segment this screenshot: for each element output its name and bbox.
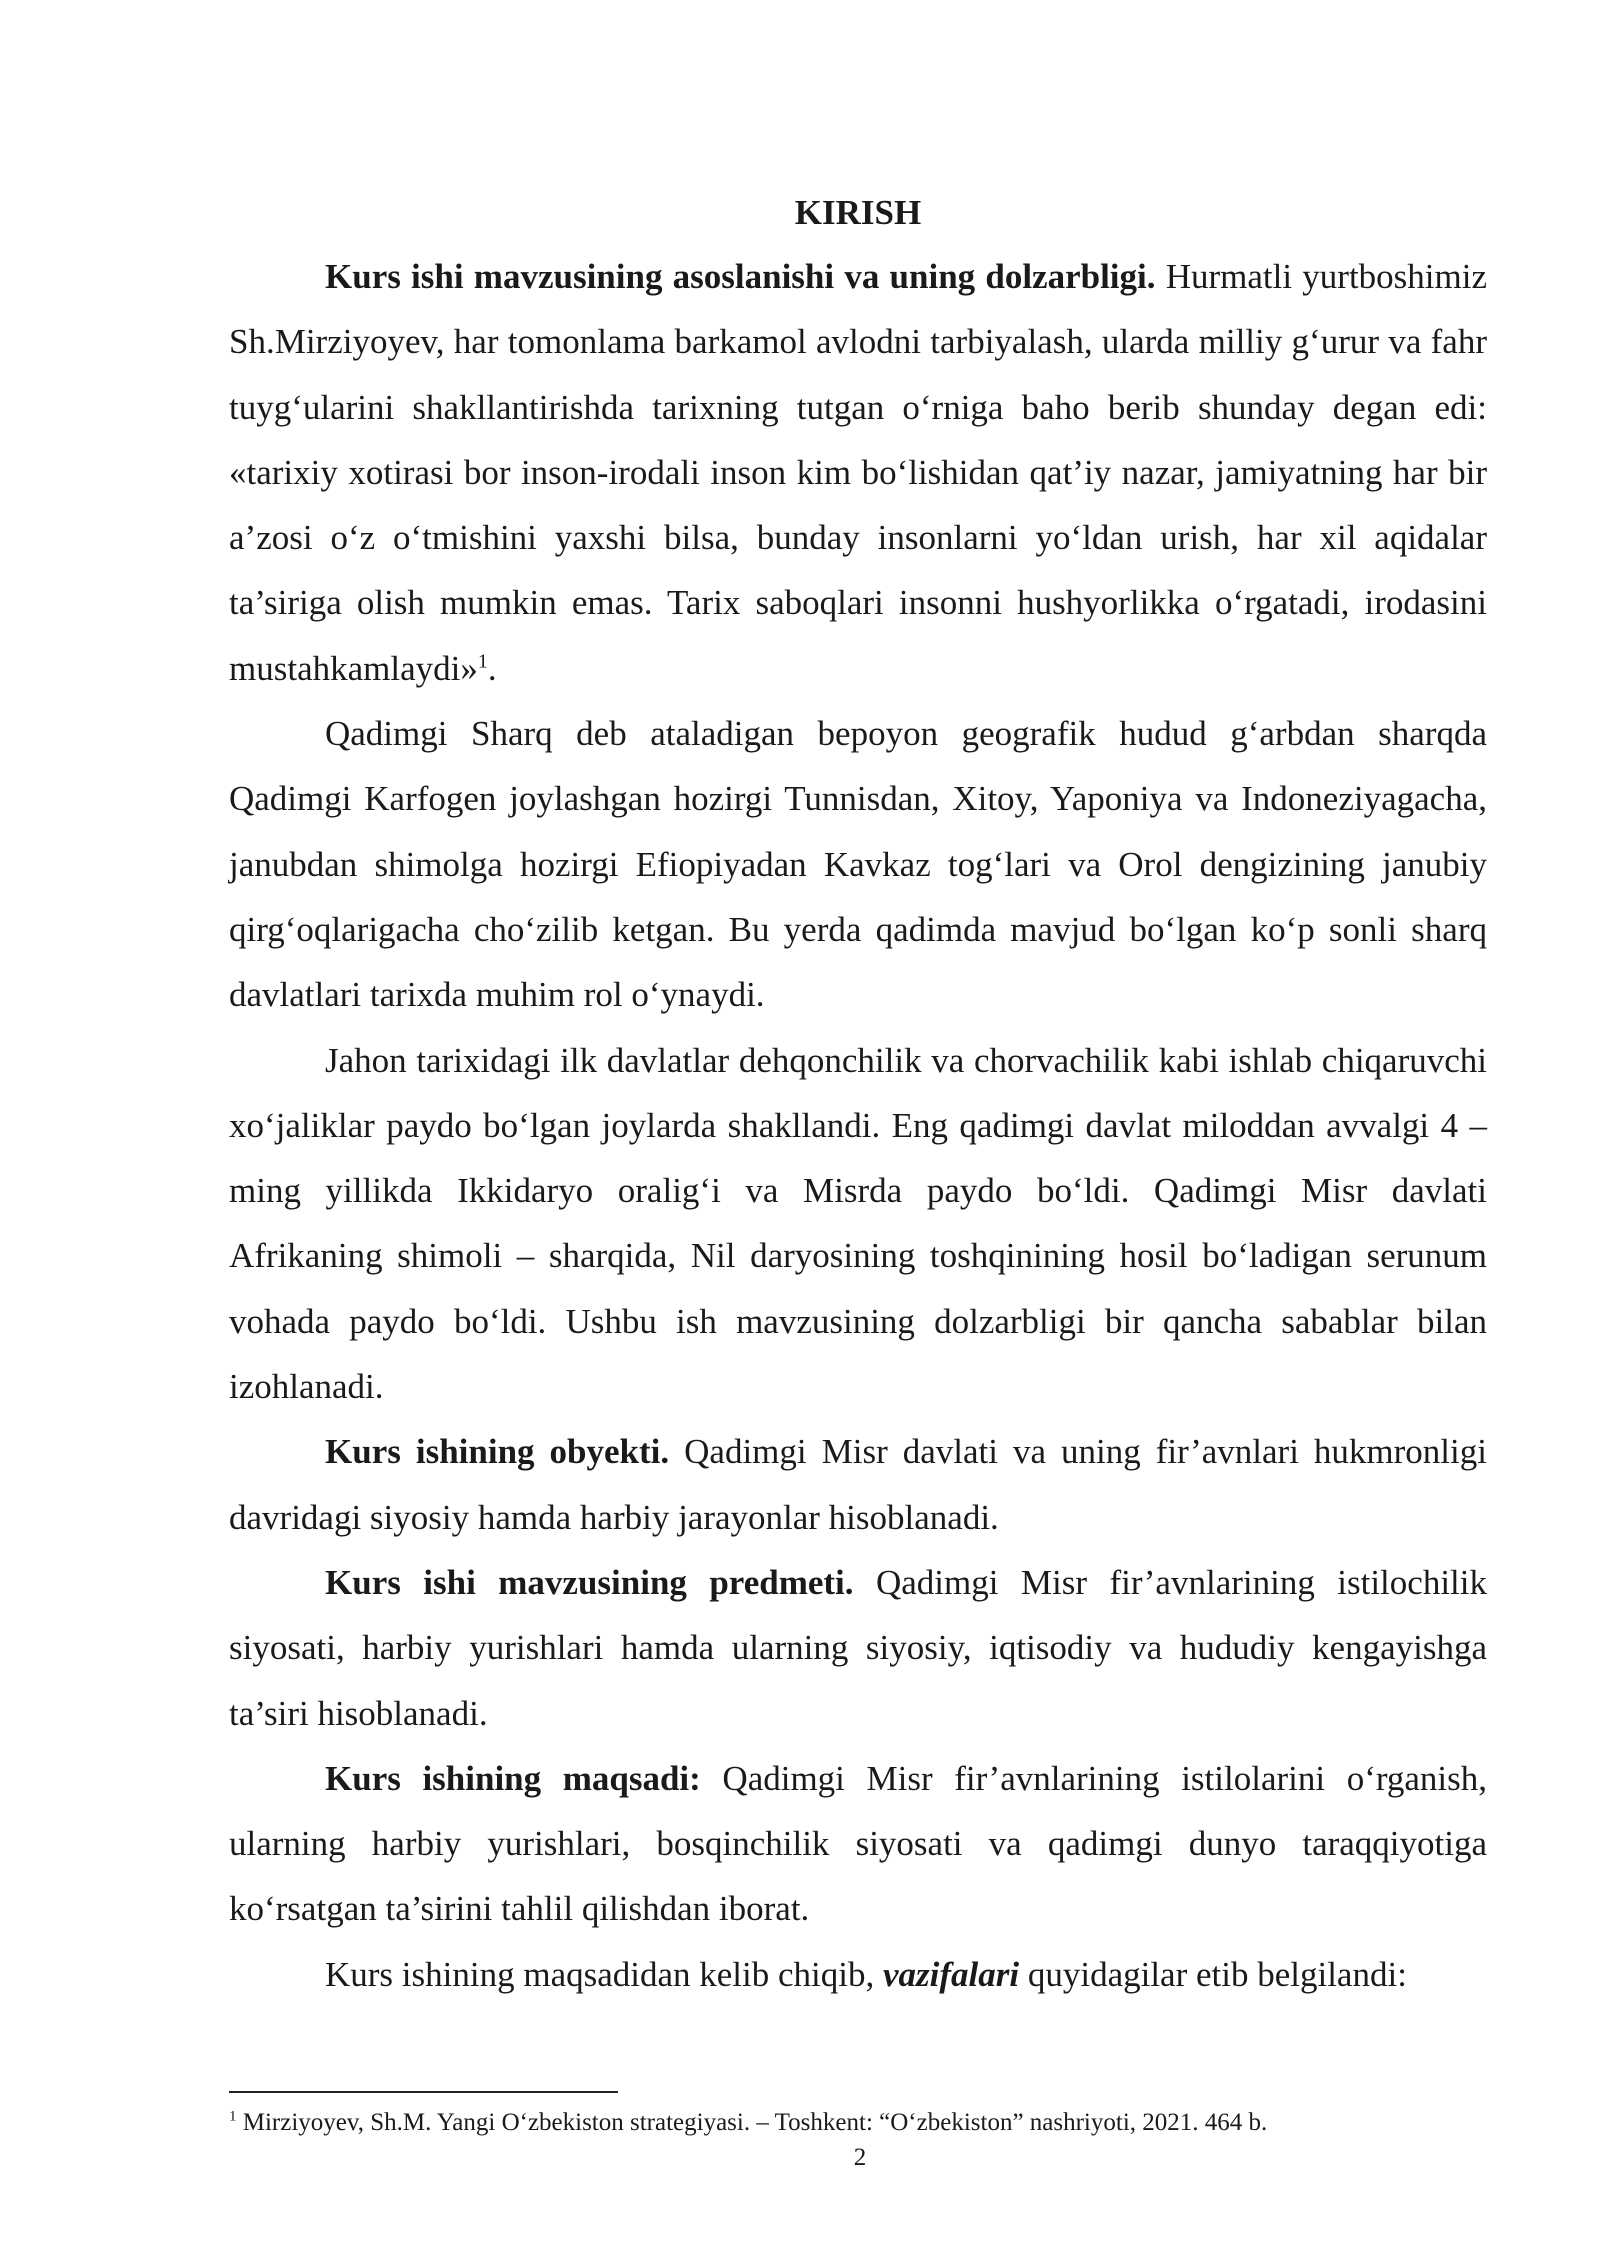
paragraph-emphasis: vazifalari xyxy=(882,1954,1020,1994)
paragraph-lead: Kurs ishining obyekti. xyxy=(325,1432,670,1472)
paragraph-subject xyxy=(229,1550,1487,1746)
paragraph-tasks xyxy=(229,1942,1487,2007)
paragraph-tail: . xyxy=(487,648,497,688)
footnote-marker: 1 xyxy=(229,2108,237,2125)
paragraph-text: Qadimgi Misr fir’avnlarining istilochilik siyosati, harbiy yurishlari hamda ularning siyosiy, iqtisodiy va hududiy kengayishga ta’siri hisoblanadi. xyxy=(229,1562,1487,1733)
footnote-divider xyxy=(229,2091,618,2093)
paragraph-goal xyxy=(229,1746,1487,1942)
paragraph-text: Hurmatli yurtboshimiz Sh.Mirziyoyev, har tomonlama barkamol avlodni tarbiyalash, ularda milliy g‘urur va fahr tuyg‘ularini shakllantirishda tarixning tutgan o‘rniga baho berib shunday degan edi: «tarixiy xotirasi bor inson-irodali inson kim bo‘lishidan qat’iy nazar, jamiyatning har bir a’zosi o‘z o‘tmishini yaxshi bilsa, bunday insonlarni yo‘ldan urish, har xil aqidalar ta’siriga olish mumkin emas. Tarix saboqlari insonni hushyorlikka o‘rgatadi, irodasini mustahkamlaydi» xyxy=(229,257,1487,688)
paragraph-text: Qadimgi Misr fir’avnlarining istilolarini o‘rganish, ularning harbiy yurishlari, bosqinchilik siyosati va qadimgi dunyo taraqqiyotiga ko‘rsatgan ta’sirini tahlil qilishdan iborat. xyxy=(229,1758,1487,1929)
paragraph-text: Qadimgi Sharq deb ataladigan bepoyon geografik hudud g‘arbdan sharqda Qadimgi Karfogen joylashgan hozirgi Tunnisdan, Xitoy, Yaponiya va Indoneziyagacha, janubdan shimolga hozirgi Efiopiyadan Kavkaz tog‘lari va Orol dengizining janubiy qirg‘oqlarigacha cho‘zilib ketgan. Bu yerda qadimda mavjud bo‘lgan ko‘p sonli sharq davlatlari tarixda muhim rol o‘ynaydi. xyxy=(229,714,1487,1015)
paragraph-relevance xyxy=(229,244,1487,701)
paragraph-text: Kurs ishining maqsadidan kelib chiqib, xyxy=(325,1954,883,1994)
paragraph-lead: Kurs ishining maqsadi: xyxy=(325,1758,701,1798)
footnote-text: Mirziyoyev, Sh.M. Yangi O‘zbekiston strategiyasi. – Toshkent: “O‘zbekiston” nashriyoti, 2021. 464 b. xyxy=(236,2109,1268,2136)
footnote-reference: 1 xyxy=(477,650,488,673)
paragraph-object xyxy=(229,1419,1487,1550)
page-title: KIRISH xyxy=(794,193,922,232)
page-number: 2 xyxy=(853,2144,867,2171)
paragraph-text: Qadimgi Misr davlati va uning fir’avnlari hukmronligi davridagi siyosiy hamda harbiy jarayonlar hisoblanadi. xyxy=(229,1432,1487,1537)
paragraph-text: Jahon tarixidagi ilk davlatlar dehqonchilik va chorvachilik kabi ishlab chiqaruvchi xo‘jaliklar paydo bo‘lgan joylarda shakllandi. Eng qadimgi davlat miloddan avvalgi 4 – ming yillikda Ikkidaryo oralig‘i va Misrda paydo bo‘ldi. Qadimgi Misr davlati Afrikaning shimoli – sharqida, Nil daryosining toshqinining hosil bo‘ladigan serunum vohada paydo bo‘ldi. Ushbu ish mavzusining dolzarbligi bir qancha sabablar bilan izohlanadi. xyxy=(229,1040,1487,1407)
paragraph-lead: Kurs ishi mavzusining predmeti. xyxy=(325,1562,854,1602)
paragraph-early-states xyxy=(229,1028,1487,1420)
paragraph-tail: quyidagilar etib belgilandi: xyxy=(1019,1954,1407,1994)
footnote xyxy=(229,2108,1487,2138)
paragraph-lead: Kurs ishi mavzusining asoslanishi va uning dolzarbligi. xyxy=(325,257,1156,296)
paragraph-geography xyxy=(229,701,1487,1027)
main-content xyxy=(229,188,1487,2007)
